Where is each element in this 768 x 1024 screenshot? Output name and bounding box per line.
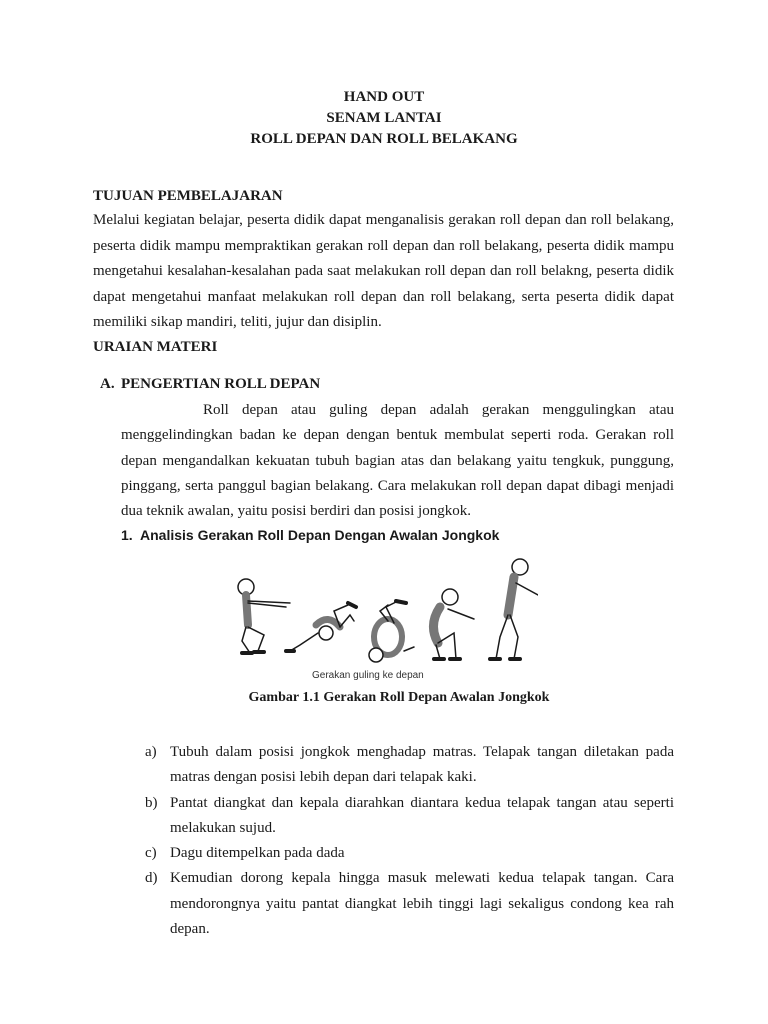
uraian-heading: URAIAN MATERI [93, 339, 218, 355]
title-line-2: SENAM LANTAI [326, 110, 442, 126]
step-item [145, 740, 674, 791]
tujuan-heading: TUJUAN PEMBELAJARAN [93, 188, 283, 204]
roll-depan-illustration [228, 555, 538, 683]
title-line-3: ROLL DEPAN DAN ROLL BELAKANG [250, 131, 518, 147]
figure-rise [433, 589, 474, 659]
subsection-1-heading [121, 527, 499, 543]
step-marker: a) [145, 744, 157, 760]
subsection-1-marker: 1. [121, 527, 133, 543]
steps-list [145, 740, 674, 942]
step-text: Tubuh dalam posisi jongkok menghadap matras. Telapak tangan diletakan pada matras dengan posisi lebih depan dari telapak kaki. [170, 744, 674, 786]
step-item [145, 866, 674, 942]
step-item [145, 791, 674, 842]
section-a-heading [100, 376, 320, 393]
section-a-title: PENGERTIAN ROLL DEPAN [121, 376, 321, 392]
figure-stand [490, 559, 538, 659]
step-marker: b) [145, 794, 158, 811]
step-text: Pantat diangkat dan kepala diarahkan diantara kedua telapak tangan atau seperti melakukan sujud. [170, 794, 674, 836]
step-marker: c) [145, 845, 157, 862]
document-title [0, 87, 768, 150]
tujuan-paragraph: Melalui kegiatan belajar, peserta didik dapat menganalisis gerakan roll depan dan roll belakang, peserta didik mampu mempraktikan gerakan roll depan dan roll belakang, peserta didik mampu mengetahui kesalahan-kesalahan pada saat melakukan roll depan dan roll belakng, peserta didik dapat mengetahui manfaat melakukan roll depan dan roll belakang, serta peserta didik dapat memiliki sikap mandiri, teliti, jujur dan disiplin. [93, 212, 674, 330]
figure-roll [369, 601, 414, 662]
figure-inner-caption: Gerakan guling ke depan [312, 670, 424, 681]
step-marker: d) [145, 870, 158, 887]
step-item [145, 841, 674, 866]
step-text: Kemudian dorong kepala hingga masuk melewati kedua telapak tangan. Cara mendorongnya yaitu pantat diangkat lebih tinggi lagi sekaligus condong kea rah depan. [170, 870, 674, 938]
step-text: Dagu ditempelkan pada dada [170, 845, 345, 862]
figure-tuck [286, 603, 356, 651]
figure-caption: Gambar 1.1 Gerakan Roll Depan Awalan Jongkok [248, 690, 550, 705]
section-a-paragraph: Roll depan atau guling depan adalah gerakan menggulingkan atau menggelindingkan badan ke depan dengan bentuk membulat seperti roda. Gerakan roll depan mengandalkan kekuatan tubuh bagian atas dan belakang yaitu tengkuk, punggung, pinggang, serta panggul bagian belakang. Cara melakukan roll depan dapat dibagi menjadi dua teknik awalan, yaitu posisi berdiri dan posisi jongkok. [121, 402, 674, 520]
title-line-1: HAND OUT [343, 89, 425, 105]
section-a-marker: A. [100, 376, 115, 392]
figure-squat [238, 579, 290, 653]
subsection-1-title: Analisis Gerakan Roll Depan Dengan Awalan Jongkok [140, 527, 500, 543]
